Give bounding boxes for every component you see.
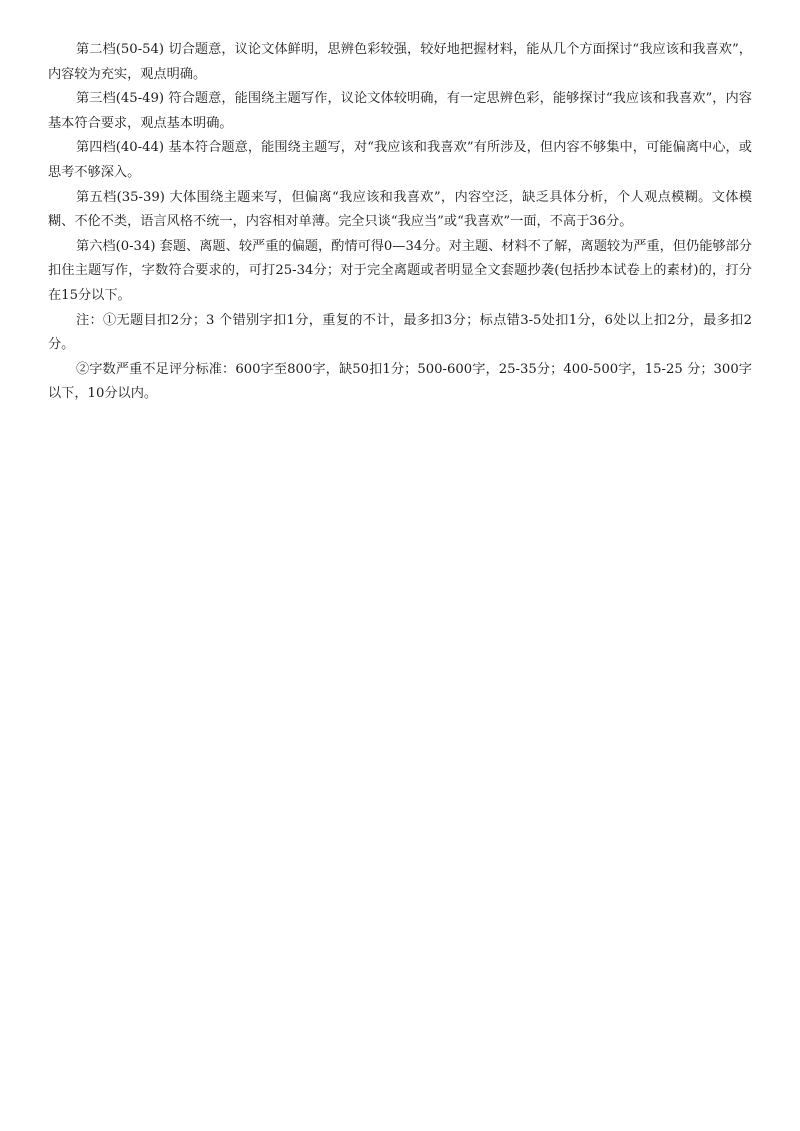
note-2-paragraph: ②字数严重不足评分标准：600字至800字，缺50扣1分；500-600字，25-35分；400-500字，15-25 分；300字以下，10分以内。	[48, 361, 752, 402]
grade-5-paragraph: 第五档(35-39) 大体围绕主题来写，但偏离“我应该和我喜欢”，内容空泛，缺乏具体分析，个人观点模糊。文体模糊、不伦不类，语言风格不统一，内容相对单薄。完全只谈“我应当”或“我喜欢”一面，不高于36分。	[48, 189, 752, 230]
note-1-paragraph: 注：①无题目扣2分；3 个错别字扣1分，重复的不计，最多扣3分；标点错3-5处扣1分，6处以上扣2分，最多扣2分。	[48, 312, 752, 353]
grade-2-paragraph: 第二档(50-54) 切合题意，议论文体鲜明，思辨色彩较强，较好地把握材料，能从几个方面探讨“我应该和我喜欢”，内容较为充实，观点明确。	[48, 42, 752, 82]
grade-3-paragraph: 第三档(45-49) 符合题意，能围绕主题写作，议论文体较明确，有一定思辨色彩，能够探讨“我应该和我喜欢”，内容基本符合要求，观点基本明确。	[48, 91, 752, 131]
document-body	[48, 38, 752, 407]
grade-6-paragraph: 第六档(0-34) 套题、离题、较严重的偏题，酌情可得0—34分。对主题、材料不了解，离题较为严重，但仍能够部分扣住主题写作，字数符合要求的，可打25-34分；对于完全离题或者明显全文套题抄袭(包括抄本试卷上的素材)的，打分在15分以下。	[48, 238, 752, 303]
grade-4-paragraph: 第四档(40-44) 基本符合题意，能围绕主题写，对“我应该和我喜欢”有所涉及，但内容不够集中，可能偏离中心，或思考不够深入。	[48, 140, 752, 180]
